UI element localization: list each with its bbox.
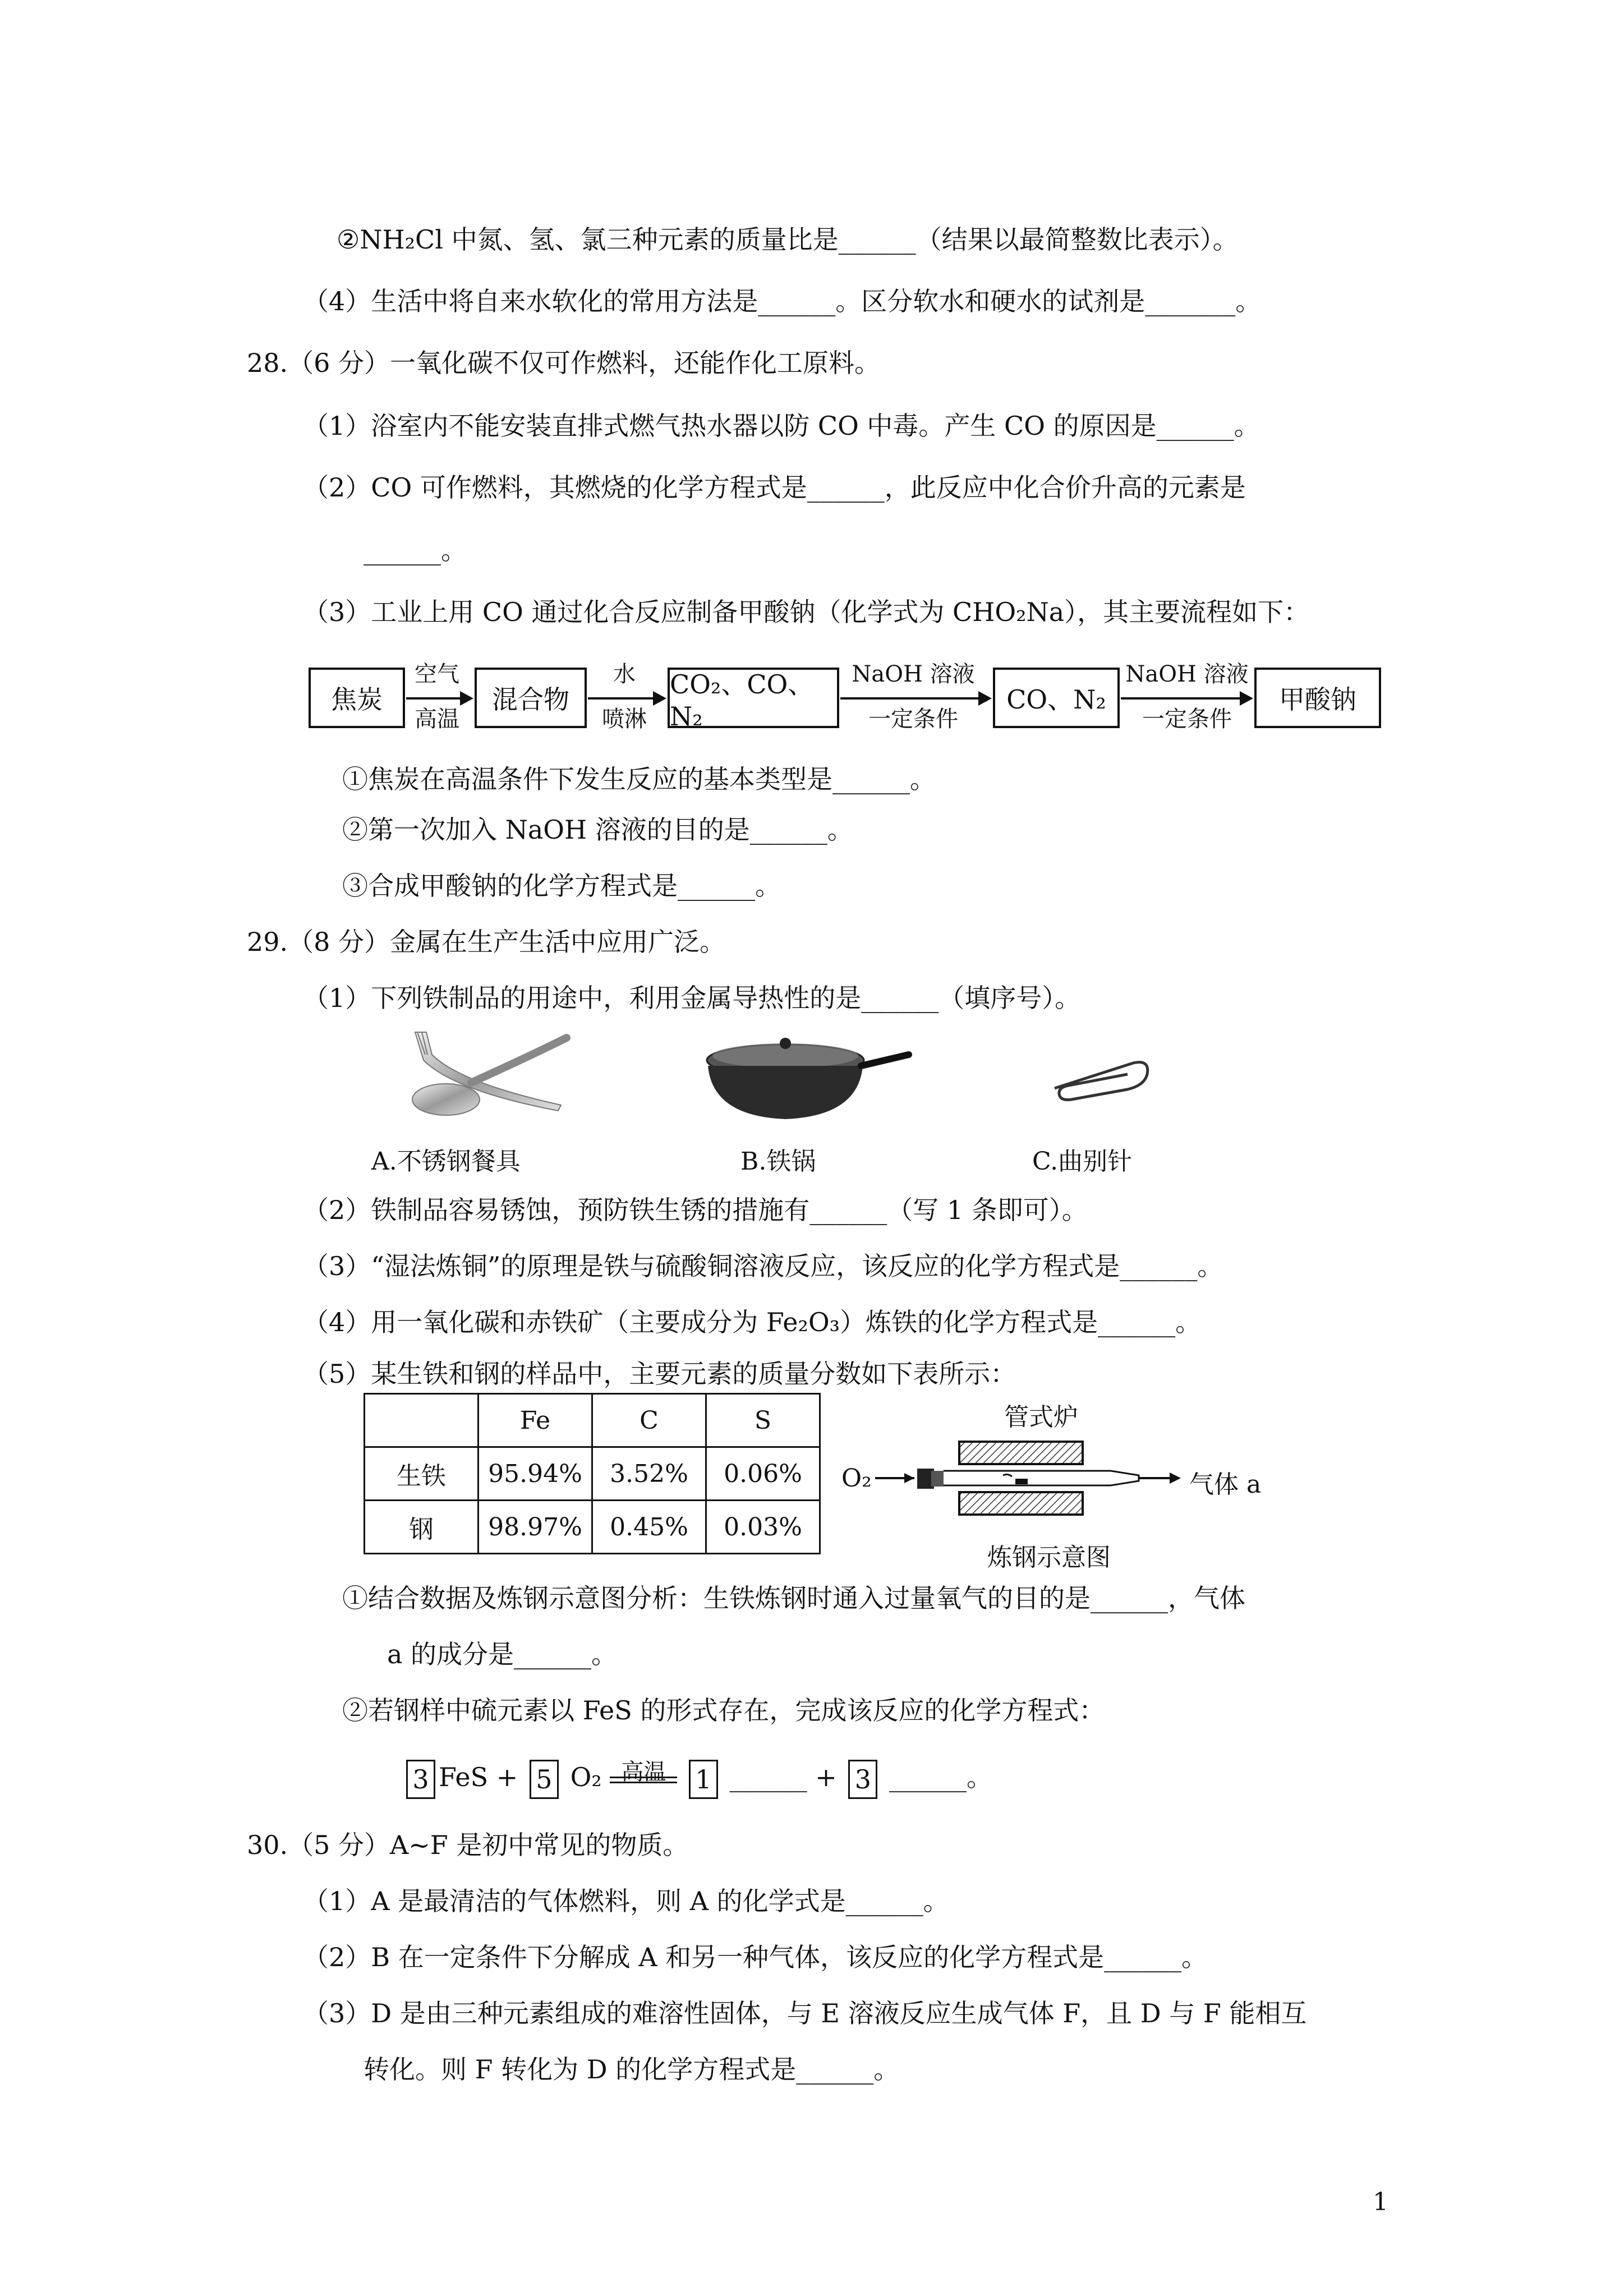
caption-c: C.曲别针 xyxy=(1032,1147,1133,1176)
flow-label-naoh-1: NaOH 溶液 xyxy=(852,661,975,687)
q30-3-cont: 转化。则 F 转化为 D 的化学方程式是______。 xyxy=(364,2054,900,2085)
q28-2-cont: ______。 xyxy=(364,535,467,565)
composition-table xyxy=(364,1393,821,1554)
q29-2-text: （2）铁制品容易锈蚀，预防铁生锈的措施有______（写 1 条即可）。 xyxy=(303,1195,1088,1225)
outlet-label: 气体 a xyxy=(1189,1470,1262,1499)
flow-label-naoh-2: NaOH 溶液 xyxy=(1125,661,1249,687)
furnace-caption: 炼钢示意图 xyxy=(987,1543,1111,1572)
table-cell: 98.97% xyxy=(479,1501,592,1554)
table-cell: 0.03% xyxy=(706,1501,820,1554)
condition-arrow xyxy=(610,1759,677,1785)
q27-3-2-text: ②NH₂Cl 中氮、氢、氯三种元素的质量比是______（结果以最简整数比表示）。 xyxy=(337,224,1239,255)
q28-3-3-text: ③合成甲酸钠的化学方程式是______。 xyxy=(342,871,781,901)
table-cell: 生铁 xyxy=(365,1447,479,1501)
flow-box-coke: 焦炭 xyxy=(309,668,405,728)
plus-sign: + xyxy=(496,1762,518,1792)
paperclip-image xyxy=(1043,1055,1156,1105)
flow-box-co-n2: CO、N₂ xyxy=(993,668,1120,728)
table-header-cell: Fe xyxy=(479,1394,592,1447)
flow-arrow-3 xyxy=(840,697,990,700)
q29-5-2-text: ②若钢样中硫元素以 FeS 的形式存在，完成该反应的化学方程式： xyxy=(342,1695,1105,1726)
table-header-cell: C xyxy=(592,1394,706,1447)
q29-5-1-text: ①结合数据及炼钢示意图分析：生铁炼钢时通入过量氧气的目的是______，气体 xyxy=(342,1583,1245,1613)
formula-o2: O₂ xyxy=(570,1762,602,1792)
flow-arrow-2 xyxy=(588,697,664,700)
flow-label-condition-1: 一定条件 xyxy=(868,706,958,732)
plus-sign: + xyxy=(815,1762,837,1792)
flow-label-water: 水 xyxy=(613,661,636,687)
table-row xyxy=(365,1501,820,1554)
q28-1-text: （1）浴室内不能安装直排式燃气热水器以防 CO 中毒。产生 CO 的原因是______。 xyxy=(303,411,1260,441)
tableware-image xyxy=(393,1021,583,1122)
q29-title: 29.（8 分）金属在生产生活中应用广泛。 xyxy=(247,927,726,957)
q30-2-text: （2）B 在一定条件下分解成 A 和另一种气体，该反应的化学方程式是______。 xyxy=(303,1942,1208,1972)
table-cell: 0.45% xyxy=(592,1501,706,1554)
furnace-title: 管式炉 xyxy=(1004,1403,1078,1432)
table-cell: 0.06% xyxy=(706,1447,820,1501)
q28-title: 28.（6 分）一氧化碳不仅可作燃料，还能作化工原料。 xyxy=(247,348,881,378)
flow-label-spray: 喷淋 xyxy=(602,706,647,732)
table-cell: 钢 xyxy=(365,1501,479,1554)
table-header-cell xyxy=(365,1394,479,1447)
q29-3-text: （3）“湿法炼铜”的原理是铁与硫酸铜溶液反应，该反应的化学方程式是______。 xyxy=(303,1251,1223,1281)
flow-box-gases: CO₂、CO、N₂ xyxy=(668,668,839,728)
flow-label-high-temp: 高温 xyxy=(415,706,459,732)
table-cell: 3.52% xyxy=(592,1447,706,1501)
flow-arrow-1 xyxy=(406,697,471,700)
q30-1-text: （1）A 是最清洁的气体燃料，则 A 的化学式是______。 xyxy=(303,1886,949,1916)
q29-5-1-cont: a 的成分是______。 xyxy=(387,1639,618,1669)
coefficient-box: 5 xyxy=(530,1760,559,1799)
furnace-drawing xyxy=(875,1436,1234,1526)
flow-box-sodium-formate: 甲酸钠 xyxy=(1254,668,1381,728)
table-header-cell: S xyxy=(706,1394,820,1447)
q27-4-text: （4）生活中将自来水软化的常用方法是______。区分软水和硬水的试剂是_______。 xyxy=(303,286,1262,316)
coefficient-box: 3 xyxy=(406,1760,435,1799)
coefficient-box: 3 xyxy=(848,1760,877,1799)
q28-3-1-text: ①焦炭在高温条件下发生反应的基本类型是______。 xyxy=(342,764,936,794)
fes-equation xyxy=(403,1755,992,1800)
flow-label-air: 空气 xyxy=(415,661,459,687)
caption-a: A.不锈钢餐具 xyxy=(371,1147,521,1176)
flow-box-mixture: 混合物 xyxy=(475,668,587,728)
table-row xyxy=(365,1447,820,1501)
q28-3-2-text: ②第一次加入 NaOH 溶液的目的是______。 xyxy=(342,815,853,845)
formula-fes: FeS xyxy=(439,1762,489,1792)
answer-blank: ______ xyxy=(729,1762,807,1792)
q28-2-text: （2）CO 可作燃料，其燃烧的化学方程式是______，此反应中化合价升高的元素是 xyxy=(303,472,1246,503)
q28-3-text: （3）工业上用 CO 通过化合反应制备甲酸钠（化学式为 CHO₂Na），其主要流程如下： xyxy=(303,597,1310,627)
page-number: 1 xyxy=(1373,2188,1388,2216)
coefficient-box: 1 xyxy=(689,1760,718,1799)
flow-arrow-4 xyxy=(1121,697,1251,700)
q30-3-text: （3）D 是由三种元素组成的难溶性固体，与 E 溶液反应生成气体 F，且 D 与 F 能相互 xyxy=(303,1998,1307,2028)
condition-label: 高温 xyxy=(621,1759,666,1785)
wok-image xyxy=(701,1027,914,1122)
answer-blank: ______。 xyxy=(889,1762,993,1792)
q29-4-text: （4）用一氧化碳和赤铁矿（主要成分为 Fe₂O₃）炼铁的化学方程式是______。 xyxy=(303,1307,1202,1337)
q30-title: 30.（5 分）A~F 是初中常见的物质。 xyxy=(247,1830,689,1860)
inlet-label: O₂ xyxy=(841,1464,872,1493)
flow-label-condition-2: 一定条件 xyxy=(1142,706,1232,732)
q29-5-text: （5）某生铁和钢的样品中，主要元素的质量分数如下表所示： xyxy=(303,1359,1016,1389)
q29-1-text: （1）下列铁制品的用途中，利用金属导热性的是______（填序号）。 xyxy=(303,983,1081,1013)
caption-b: B.铁锅 xyxy=(740,1147,816,1176)
table-header-row xyxy=(365,1394,820,1447)
table-cell: 95.94% xyxy=(479,1447,592,1501)
